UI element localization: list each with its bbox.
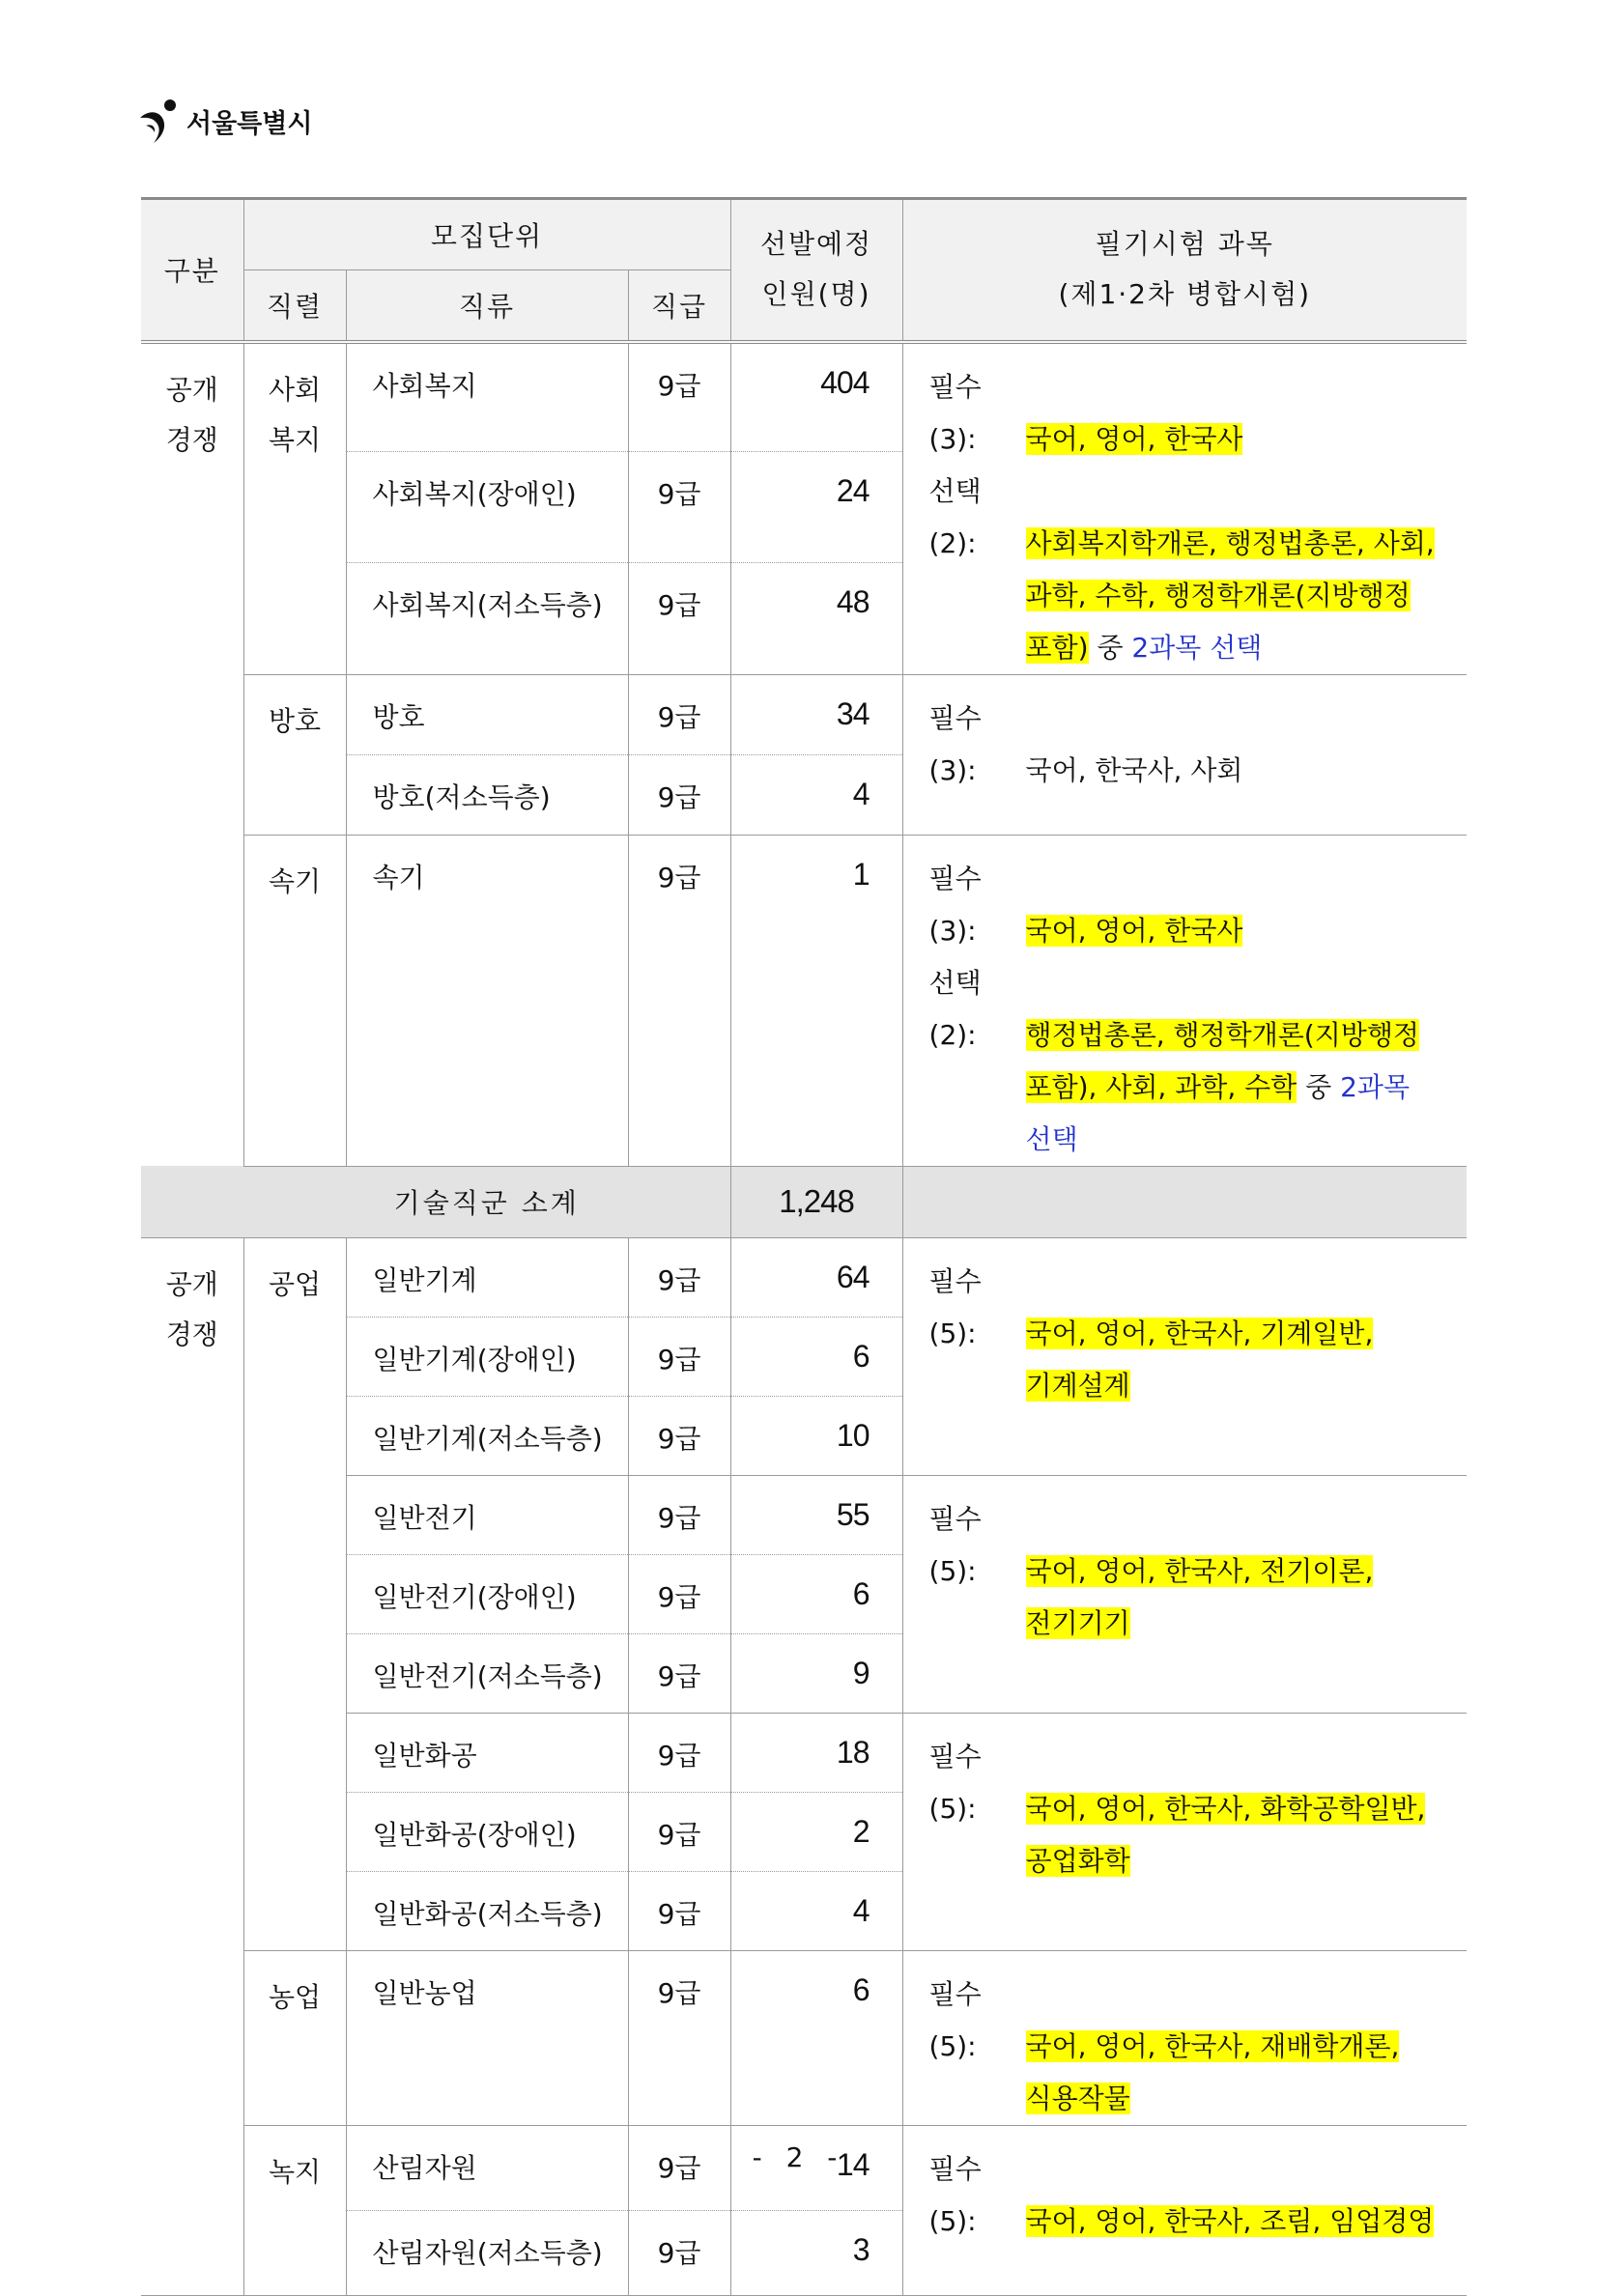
jikryu-cell: 일반기계 bbox=[346, 1237, 628, 1317]
grade-cell: 9급 bbox=[628, 674, 730, 754]
grade-cell: 9급 bbox=[628, 1633, 730, 1713]
table-row bbox=[141, 835, 1467, 1166]
jikryu-cell: 속기 bbox=[346, 835, 628, 1166]
count-cell: 1 bbox=[730, 835, 902, 1166]
req-label: 필수(3): bbox=[928, 862, 982, 947]
req-label: 필수(5): bbox=[928, 1740, 982, 1825]
grade-cell: 9급 bbox=[628, 1317, 730, 1396]
count-cell: 6 bbox=[730, 1554, 902, 1633]
header-jikryeol: 직렬 bbox=[243, 270, 346, 342]
recruitment-table bbox=[141, 197, 1467, 2296]
header-count-line2: 인원(명) bbox=[761, 278, 871, 311]
jikryeol-cell: 공업 bbox=[243, 1237, 346, 1950]
count-cell: 55 bbox=[730, 1475, 902, 1554]
count-cell: 64 bbox=[730, 1237, 902, 1317]
sel-line1: 행정법총론, 행정학개론(지방행정 bbox=[1025, 1018, 1419, 1051]
req-subjects: 국어, 한국사, 사회 bbox=[1025, 753, 1243, 786]
count-cell: 3 bbox=[730, 2210, 902, 2295]
header-unit: 모집단위 bbox=[243, 199, 730, 270]
subject-cell bbox=[902, 835, 1467, 1166]
req-line1: 국어, 영어, 한국사, 전기이론, bbox=[1025, 1554, 1374, 1587]
grade-cell: 9급 bbox=[628, 2125, 730, 2210]
sel-label: 선택(2): bbox=[928, 966, 982, 1051]
req-line2: 기계설계 bbox=[1025, 1369, 1130, 1402]
seoul-logo bbox=[138, 97, 312, 145]
jikryu-cell: 일반전기(저소득층) bbox=[346, 1633, 628, 1713]
header-subject-line1: 필기시험 과목 bbox=[1095, 228, 1274, 261]
jikryu-cell: 일반전기 bbox=[346, 1475, 628, 1554]
count-cell: 6 bbox=[730, 1950, 902, 2125]
grade-cell: 9급 bbox=[628, 1713, 730, 1792]
count-cell: 24 bbox=[730, 451, 902, 562]
subtotal-label: 기술직군 소계 bbox=[141, 1166, 730, 1237]
count-cell: 48 bbox=[730, 563, 902, 674]
grade-cell: 9급 bbox=[628, 342, 730, 452]
jikryeol-cell: 속기 bbox=[243, 835, 346, 1166]
jikryu-cell: 일반기계(저소득층) bbox=[346, 1396, 628, 1475]
header-count bbox=[730, 199, 902, 342]
req-line2: 식용작물 bbox=[1025, 2082, 1130, 2114]
grade-cell: 9급 bbox=[628, 1554, 730, 1633]
header-jikryu: 직류 bbox=[346, 270, 628, 342]
header-gubun: 구분 bbox=[141, 199, 243, 342]
grade-cell: 9급 bbox=[628, 2210, 730, 2295]
gubun-cell: 공개 경쟁 bbox=[141, 1237, 243, 2295]
jikryu-cell: 방호 bbox=[346, 674, 628, 754]
jikryeol-cell: 방호 bbox=[243, 674, 346, 835]
gubun-cell: 공개 경쟁 bbox=[141, 342, 243, 1167]
jikryu-cell: 일반전기(장애인) bbox=[346, 1554, 628, 1633]
jikryu-cell: 사회복지(저소득층) bbox=[346, 563, 628, 674]
grade-cell: 9급 bbox=[628, 1950, 730, 2125]
header-subject bbox=[902, 199, 1467, 342]
header-subject-line2: (제1·2차 병합시험) bbox=[1058, 278, 1312, 311]
grade-cell: 9급 bbox=[628, 451, 730, 562]
jikryeol-cell: 사회 복지 bbox=[243, 342, 346, 675]
jikryu-cell: 산림자원 bbox=[346, 2125, 628, 2210]
req-line2: 공업화학 bbox=[1025, 1844, 1130, 1877]
jikryu-cell: 사회복지 bbox=[346, 342, 628, 452]
jikryu-cell: 사회복지(장애인) bbox=[346, 451, 628, 562]
count-cell: 4 bbox=[730, 754, 902, 835]
sel-mid: 중 bbox=[1088, 631, 1132, 664]
sel-choose-a: 2과목 bbox=[1340, 1070, 1411, 1103]
grade-cell: 9급 bbox=[628, 1475, 730, 1554]
subject-cell bbox=[902, 342, 1467, 675]
header-count-line1: 선발예정 bbox=[759, 228, 873, 261]
subject-cell bbox=[902, 1237, 1467, 1475]
req-label: 필수(5): bbox=[928, 1264, 982, 1349]
jikryeol-cell: 농업 bbox=[243, 1950, 346, 2125]
req-label: 필수(5): bbox=[928, 2152, 982, 2237]
subtotal-empty bbox=[902, 1166, 1467, 1237]
req-line1: 국어, 영어, 한국사, 화학공학일반, bbox=[1025, 1792, 1426, 1825]
req-line1: 국어, 영어, 한국사, 조림, 임업경영 bbox=[1025, 2204, 1435, 2237]
jikryu-cell: 일반화공(저소득층) bbox=[346, 1871, 628, 1950]
req-line2: 전기기기 bbox=[1025, 1606, 1130, 1639]
grade-cell: 9급 bbox=[628, 1237, 730, 1317]
count-cell: 18 bbox=[730, 1713, 902, 1792]
sel-mid: 중 bbox=[1297, 1070, 1341, 1103]
count-cell: 10 bbox=[730, 1396, 902, 1475]
req-subjects: 국어, 영어, 한국사 bbox=[1025, 914, 1243, 947]
header-jikgeup: 직급 bbox=[628, 270, 730, 342]
table-row bbox=[141, 342, 1467, 452]
grade-cell: 9급 bbox=[628, 563, 730, 674]
sel-line3: 포함) bbox=[1025, 631, 1089, 664]
grade-cell: 9급 bbox=[628, 835, 730, 1166]
jikryu-cell: 일반기계(장애인) bbox=[346, 1317, 628, 1396]
page-number: - 2 - bbox=[752, 2141, 845, 2173]
sel-choose: 2과목 선택 bbox=[1131, 631, 1263, 664]
jikryu-cell: 일반농업 bbox=[346, 1950, 628, 2125]
table-row bbox=[141, 674, 1467, 754]
subtotal-count: 1,248 bbox=[730, 1166, 902, 1237]
count-cell: 34 bbox=[730, 674, 902, 754]
req-label: 필수(3): bbox=[928, 701, 982, 786]
subject-cell bbox=[902, 1713, 1467, 1950]
sel-line1: 사회복지학개론, 행정법총론, 사회, bbox=[1025, 526, 1435, 559]
table-row bbox=[141, 1950, 1467, 2125]
count-cell: 2 bbox=[730, 1792, 902, 1871]
jikryu-cell: 방호(저소득층) bbox=[346, 754, 628, 835]
req-line1: 국어, 영어, 한국사, 기계일반, bbox=[1025, 1317, 1374, 1349]
grade-cell: 9급 bbox=[628, 1396, 730, 1475]
subject-cell bbox=[902, 1950, 1467, 2125]
req-label: 필수(5): bbox=[928, 1502, 982, 1587]
count-cell: 4 bbox=[730, 1871, 902, 1950]
sel-line2: 포함), 사회, 과학, 수학 bbox=[1025, 1070, 1298, 1103]
grade-cell: 9급 bbox=[628, 1792, 730, 1871]
req-label: 필수(3): bbox=[928, 370, 982, 455]
table-row bbox=[141, 1237, 1467, 1317]
req-label: 필수(5): bbox=[928, 1977, 982, 2062]
jikryu-cell: 일반화공 bbox=[346, 1713, 628, 1792]
subtotal-row bbox=[141, 1166, 1467, 1237]
sel-label: 선택(2): bbox=[928, 474, 982, 559]
subject-cell bbox=[902, 674, 1467, 835]
grade-cell: 9급 bbox=[628, 754, 730, 835]
seoul-logo-icon bbox=[138, 97, 181, 145]
count-cell: 14 bbox=[730, 2125, 902, 2210]
logo-text: 서울특별시 bbox=[186, 108, 313, 139]
jikryeol-cell: 녹지 bbox=[243, 2125, 346, 2295]
req-subjects: 국어, 영어, 한국사 bbox=[1025, 422, 1243, 455]
count-cell: 404 bbox=[730, 342, 902, 452]
jikryu-cell: 일반화공(장애인) bbox=[346, 1792, 628, 1871]
count-cell: 6 bbox=[730, 1317, 902, 1396]
count-cell: 9 bbox=[730, 1633, 902, 1713]
sel-choose-b: 선택 bbox=[1025, 1122, 1078, 1155]
grade-cell: 9급 bbox=[628, 1871, 730, 1950]
sel-line2: 과학, 수학, 행정학개론(지방행정 bbox=[1025, 579, 1411, 611]
req-line1: 국어, 영어, 한국사, 재배학개론, bbox=[1025, 2029, 1400, 2062]
subject-cell bbox=[902, 1475, 1467, 1713]
jikryu-cell: 산림자원(저소득층) bbox=[346, 2210, 628, 2295]
